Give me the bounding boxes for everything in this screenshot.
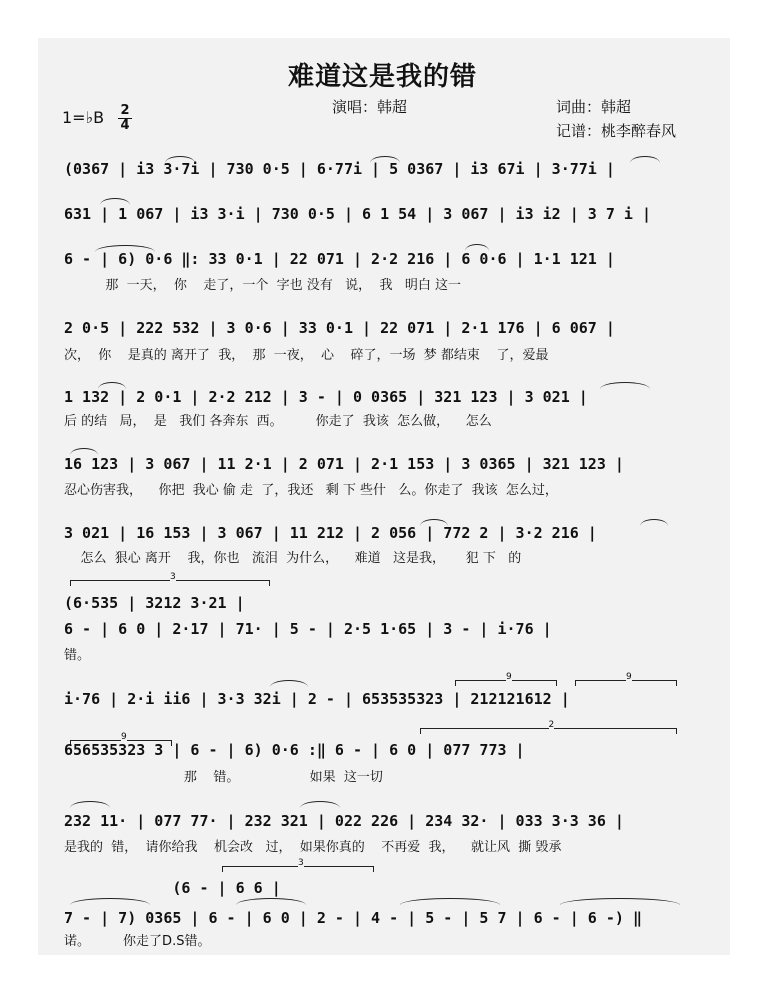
accompaniment-row: (6·535 | 3212 3·21 | [64, 594, 245, 612]
slur [560, 898, 680, 905]
lyrics-row: 忍心伤害我， 你把 我心 偷 走 了，我还 剩 下 些什 么。你走了 我该 怎么过， [64, 483, 558, 498]
time-signature-bottom: 4 [118, 118, 132, 133]
slur [70, 801, 110, 808]
notation-row: 232 11· | 077 77· | 232 321 | 022 226 | 234 32· | 033 3·3 36 | [64, 812, 624, 830]
notation-row: 2 0·5 | 222 532 | 3 0·6 | 33 0·1 | 22 071 | 2·1 176 | 6 067 | [64, 319, 615, 337]
lyrics-row: 后 的结 局， 是 我们 各奔东 西。 你走了 我该 怎么做， 怎么 [64, 414, 492, 429]
transcriber-credit: 记谱：桃李醉春风 [556, 122, 677, 140]
tuplet-bracket [70, 572, 270, 586]
singer-credit: 演唱：韩超 [332, 98, 408, 116]
slur [300, 801, 340, 808]
tuplet-number: 9 [506, 672, 512, 682]
time-signature-top: 2 [120, 103, 130, 118]
accompaniment-row: (6 - | 6 6 | [64, 879, 281, 897]
composer-credit: 词曲：韩超 [556, 98, 632, 116]
lyrics-row: 诺。 你走了D.S错。 [64, 934, 211, 949]
song-title: 难道这是我的错 [287, 62, 477, 92]
lyrics-row: 错。 [64, 648, 91, 663]
notation-row: 6 - | 6) 0·6 ‖: 33 0·1 | 22 071 | 2·2 216 | 6 0·6 | 1·1 121 | [64, 250, 615, 268]
tuplet-bracket [455, 672, 557, 686]
tuplet-bracket [575, 672, 677, 686]
notation-row: (0367 | i3 3·7i | 730 0·5 | 6·77i | 5 0367 | i3 67i | 3·77i | [64, 160, 615, 178]
tuplet-number: 2 [548, 720, 555, 730]
notation-row: i·76 | 2·i ii6 | 3·3 32i | 2 - | 653535323 | 212121612 | [64, 690, 570, 708]
slur [270, 680, 308, 687]
notation-row: 631 | 1 067 | i3 3·i | 730 0·5 | 6 1 54 | 3 067 | i3 i2 | 3 7 i | [64, 205, 651, 223]
key-signature: 1=♭B [62, 108, 105, 127]
lyrics-row: 那 错。 如果 这一切 [64, 770, 383, 785]
tuplet-bracket [222, 858, 374, 872]
notation-row: 7 - | 7) 0365 | 6 - | 6 0 | 2 - | 4 - | 5 - | 5 7 | 6 - | 6 -) ‖ [64, 909, 642, 927]
notation-row: 16 123 | 3 067 | 11 2·1 | 2 071 | 2·1 153 | 3 0365 | 321 123 | [64, 455, 624, 473]
slur [400, 898, 500, 905]
tuplet-bracket [420, 720, 677, 734]
slur [236, 898, 306, 905]
lyrics-row: 次， 你 是真的 离开了 我， 那 一夜， 心 碎了，一场 梦 都结束 了，爱最 [64, 348, 549, 363]
slur [70, 898, 150, 905]
notation-row: 656535323 3 | 6 - | 6) 0·6 :‖ 6 - | 6 0 | 077 773 | [64, 741, 525, 759]
notation-row: 3 021 | 16 153 | 3 067 | 11 212 | 2 056 | 772 2 | 3·2 216 | [64, 524, 597, 542]
time-signature [118, 104, 132, 133]
lyrics-row: 是我的 错， 请你给我 机会改 过， 如果你真的 不再爱 我， 就让风 撕 毁承 [64, 840, 562, 855]
lyrics-row: 那 一天， 你 走了，一个 字也 没有 说， 我 明白 这一 [64, 278, 461, 293]
tuplet-number: 3 [298, 858, 304, 868]
lyrics-row: 怎么 狠心 离开 我，你也 流泪 为什么， 难道 这是我， 犯 下 的 [64, 551, 522, 566]
tuplet-number: 3 [170, 572, 176, 582]
tuplet-number: 9 [121, 732, 127, 742]
tuplet-number: 9 [626, 672, 632, 682]
notation-row: 1 132 | 2 0·1 | 2·2 212 | 3 - | 0 0365 | 321 123 | 3 021 | [64, 388, 588, 406]
notation-row: 6 - | 6 0 | 2·17 | 71· | 5 - | 2·5 1·65 | 3 - | i·76 | [64, 620, 552, 638]
